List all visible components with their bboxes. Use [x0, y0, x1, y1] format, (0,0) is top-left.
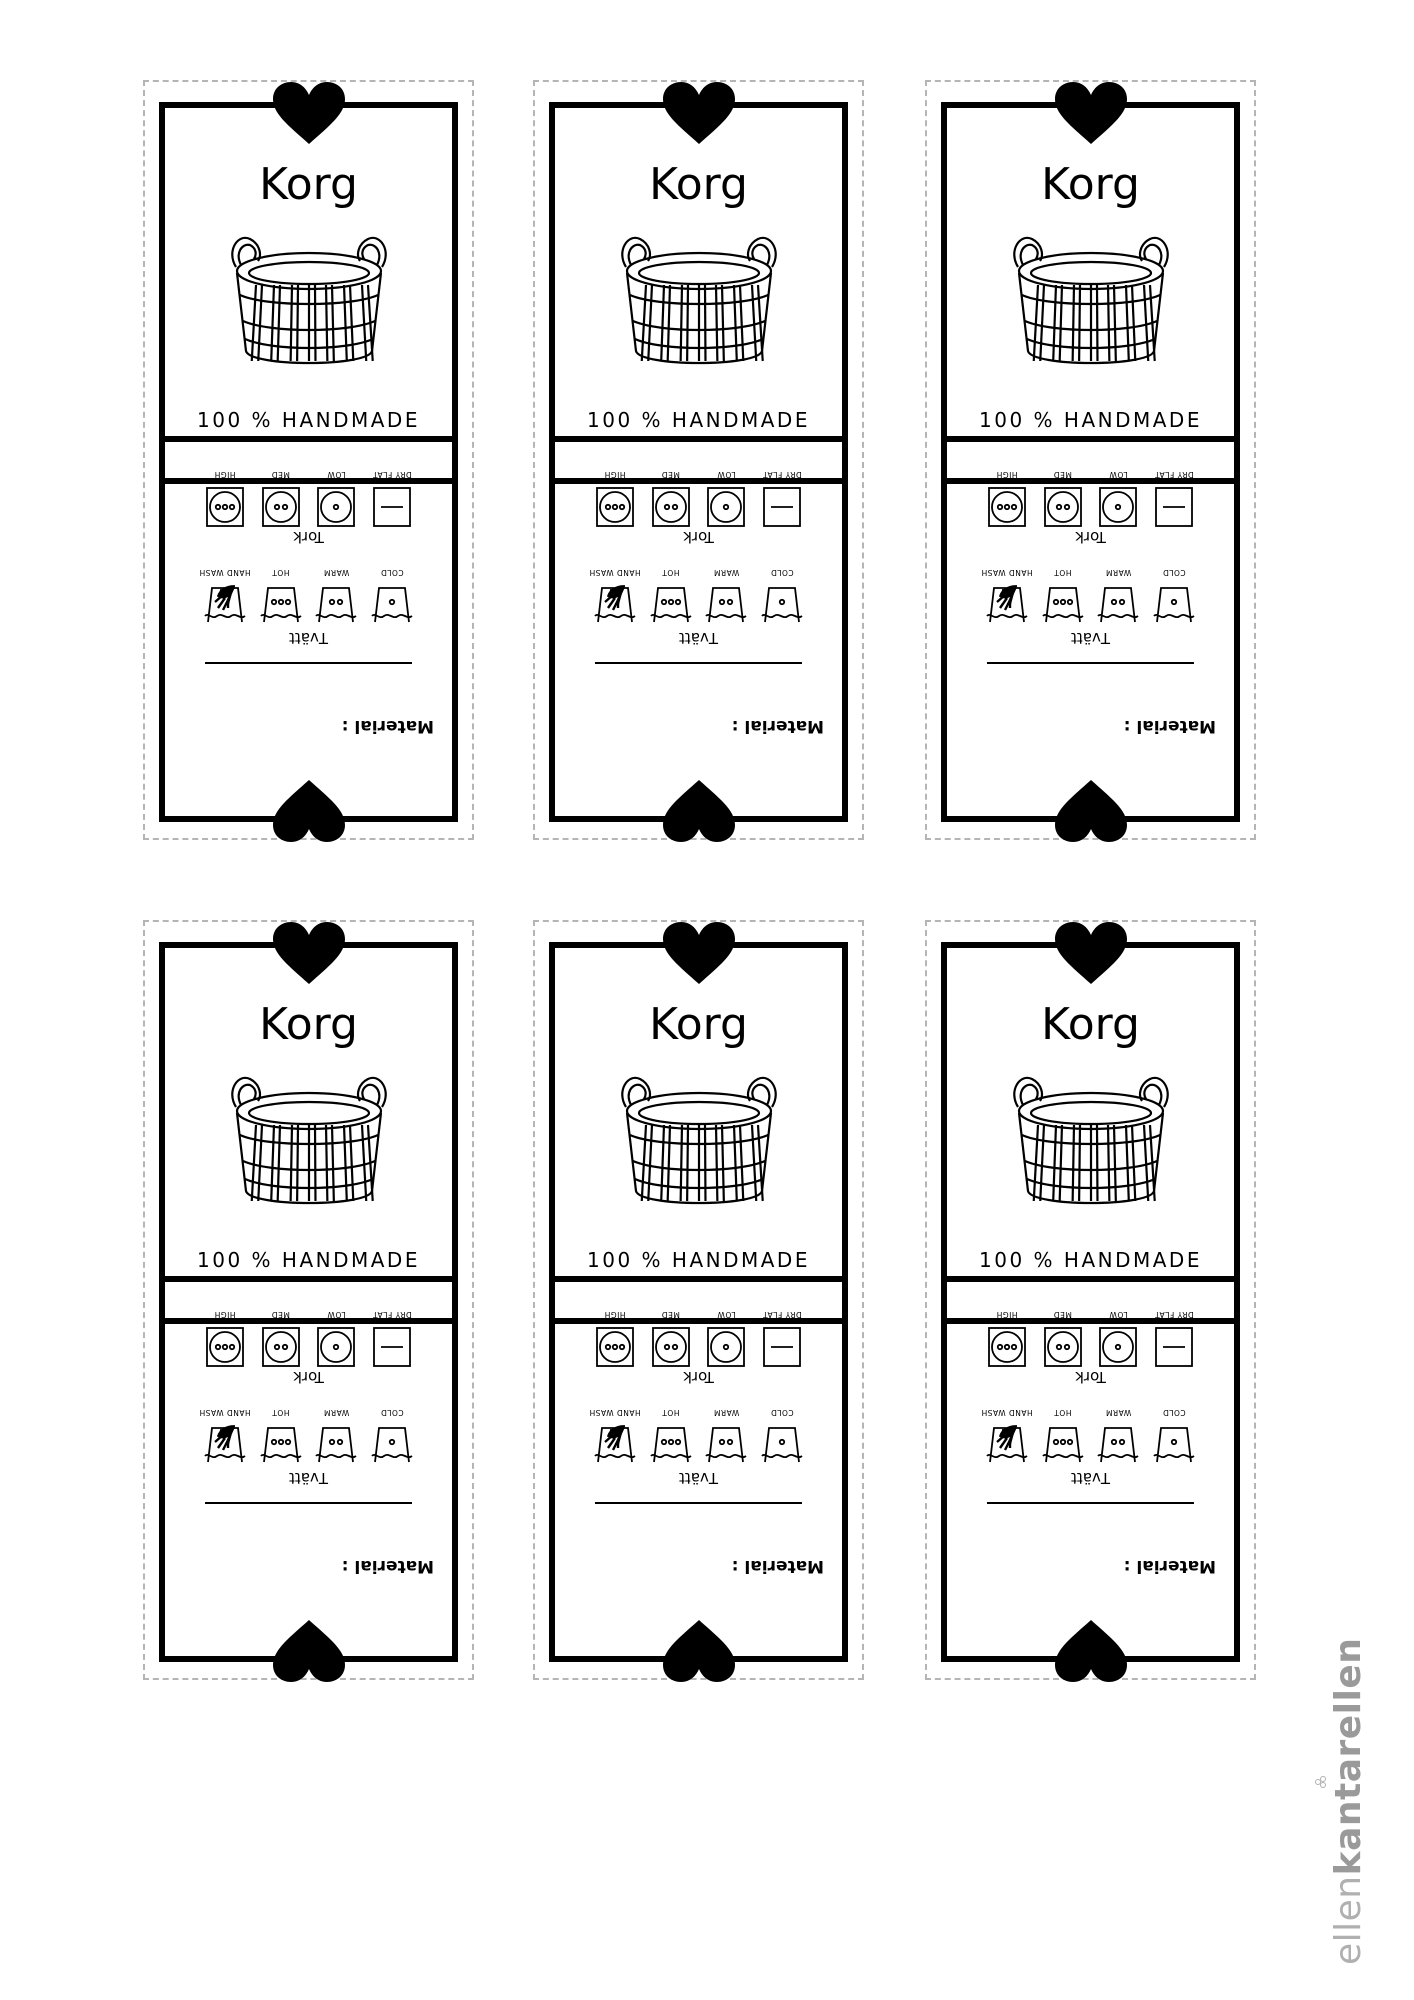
material-label: Material :: [341, 716, 434, 736]
dry-symbol: [253, 1310, 309, 1368]
tumble-dry-med-icon: [1040, 1322, 1086, 1368]
wash-symbol-caption: COLD: [380, 568, 404, 577]
dry-flat-icon: [759, 1322, 805, 1368]
wash-symbol-caption: HAND WASH: [981, 1408, 1033, 1417]
wash-hot-icon: [1040, 1420, 1086, 1466]
wash-symbol-caption: HOT: [661, 568, 680, 577]
care-instructions: [165, 470, 452, 744]
dry-symbol-row: [979, 470, 1202, 528]
dry-symbol: [1035, 470, 1091, 528]
heart-icon: [273, 778, 345, 842]
dry-heading: Tork: [683, 528, 714, 546]
material-write-line: [987, 662, 1194, 664]
wash-warm-icon: [703, 1420, 749, 1466]
material-label: Material :: [731, 716, 824, 736]
wash-symbol: [364, 568, 420, 626]
heart-icon: [1055, 922, 1127, 986]
dry-symbol: [253, 470, 309, 528]
wash-symbol: [979, 568, 1035, 626]
tumble-dry-high-icon: [202, 1322, 248, 1368]
hand-wash-icon: [202, 580, 248, 626]
tumble-dry-high-icon: [202, 482, 248, 528]
wash-symbol: [754, 1408, 810, 1466]
dry-symbol: [699, 470, 755, 528]
material-write-line: [987, 1502, 1194, 1504]
wash-symbol-caption: WARM: [323, 568, 350, 577]
wash-cold-icon: [369, 580, 415, 626]
wash-cold-icon: [759, 580, 805, 626]
wash-symbol-row: [197, 1408, 420, 1466]
tumble-dry-med-icon: [258, 482, 304, 528]
tumble-dry-med-icon: [648, 1322, 694, 1368]
heart-icon: [1055, 82, 1127, 146]
material-write-line: [205, 1502, 412, 1504]
dry-flat-icon: [1151, 1322, 1197, 1368]
heart-icon: [663, 82, 735, 146]
tumble-dry-high-icon: [592, 482, 638, 528]
dry-flat-icon: [1151, 482, 1197, 528]
dry-symbol-caption: MED: [271, 470, 290, 479]
cut-guide: [925, 920, 1256, 1680]
material-write-line: [595, 1502, 802, 1504]
wash-symbol-caption: HAND WASH: [981, 568, 1033, 577]
tumble-dry-low-icon: [1095, 1322, 1141, 1368]
tumble-dry-med-icon: [1040, 482, 1086, 528]
wash-symbol-caption: HAND WASH: [199, 568, 251, 577]
dry-symbol-caption: LOW: [1109, 1310, 1128, 1319]
dry-flat-icon: [759, 482, 805, 528]
wash-warm-icon: [313, 580, 359, 626]
wash-symbol: [1146, 1408, 1202, 1466]
wash-symbol: [1091, 1408, 1147, 1466]
wash-heading: Tvätt: [1071, 1469, 1110, 1487]
wash-symbol: [699, 568, 755, 626]
dry-symbol-row: [587, 1310, 810, 1368]
dry-symbol-caption: HIGH: [214, 1310, 236, 1319]
hand-wash-icon: [592, 580, 638, 626]
hand-wash-icon: [592, 1420, 638, 1466]
tumble-dry-low-icon: [703, 482, 749, 528]
dry-symbol-row: [587, 470, 810, 528]
dry-symbol-caption: DRY FLAT: [762, 470, 802, 479]
dry-symbol-caption: DRY FLAT: [1154, 470, 1194, 479]
label-title: Korg: [259, 999, 358, 1050]
wash-symbol-row: [587, 1408, 810, 1466]
dry-symbol-caption: MED: [1053, 470, 1072, 479]
hand-wash-icon: [202, 1420, 248, 1466]
wash-hot-icon: [648, 580, 694, 626]
wash-symbol: [643, 1408, 699, 1466]
dry-symbol-caption: DRY FLAT: [1154, 1310, 1194, 1319]
wash-heading: Tvätt: [1071, 629, 1110, 647]
dry-symbol: [643, 1310, 699, 1368]
wash-symbol-caption: HOT: [1053, 1408, 1072, 1417]
cut-guide: [925, 80, 1256, 840]
wash-symbol-row: [979, 568, 1202, 626]
dry-symbol-caption: LOW: [717, 470, 736, 479]
dry-symbol-caption: HIGH: [214, 470, 236, 479]
tumble-dry-med-icon: [648, 482, 694, 528]
dry-symbol-caption: MED: [661, 470, 680, 479]
wash-symbol-row: [197, 568, 420, 626]
dry-symbol-caption: MED: [271, 1310, 290, 1319]
brand-part-1: ellen: [1328, 1875, 1369, 1965]
dry-heading: Tork: [293, 1368, 324, 1386]
dry-symbol: [309, 1310, 365, 1368]
dry-heading: Tork: [1075, 1368, 1106, 1386]
dry-symbol-caption: LOW: [327, 470, 346, 479]
wash-symbol-caption: WARM: [713, 1408, 740, 1417]
dry-symbol-caption: HIGH: [996, 470, 1018, 479]
dry-symbol: [979, 470, 1035, 528]
wash-symbol-caption: HOT: [1053, 568, 1072, 577]
handmade-tagline: 100 % HANDMADE: [197, 1248, 420, 1272]
label-title: Korg: [1041, 159, 1140, 210]
dry-symbol: [364, 470, 420, 528]
handmade-tagline: 100 % HANDMADE: [197, 408, 420, 432]
care-label: [549, 102, 848, 822]
wash-symbol-caption: COLD: [1162, 568, 1186, 577]
dry-symbol-caption: HIGH: [604, 470, 626, 479]
dry-heading: Tork: [293, 528, 324, 546]
wash-symbol-caption: WARM: [323, 1408, 350, 1417]
brand-part-2: kantarellen: [1328, 1637, 1369, 1876]
tumble-dry-low-icon: [1095, 482, 1141, 528]
cut-guide: [143, 80, 474, 840]
hand-wash-icon: [984, 1420, 1030, 1466]
wash-symbol-caption: HAND WASH: [589, 568, 641, 577]
material-label: Material :: [341, 1556, 434, 1576]
handmade-tagline: 100 % HANDMADE: [587, 1248, 810, 1272]
wash-symbol: [1091, 568, 1147, 626]
wash-symbol-row: [979, 1408, 1202, 1466]
heart-icon: [663, 1618, 735, 1682]
material-label: Material :: [731, 1556, 824, 1576]
dry-symbol-caption: MED: [1053, 1310, 1072, 1319]
tumble-dry-med-icon: [258, 1322, 304, 1368]
wash-symbol: [587, 1408, 643, 1466]
dry-heading: Tork: [683, 1368, 714, 1386]
wash-heading: Tvätt: [679, 1469, 718, 1487]
dry-symbol-row: [197, 1310, 420, 1368]
dry-symbol-caption: LOW: [717, 1310, 736, 1319]
wash-symbol-caption: COLD: [770, 568, 794, 577]
wash-hot-icon: [1040, 580, 1086, 626]
wash-symbol-caption: WARM: [713, 568, 740, 577]
label-title: Korg: [259, 159, 358, 210]
care-instructions: [165, 1310, 452, 1584]
wash-symbol: [309, 1408, 365, 1466]
dry-flat-icon: [369, 1322, 415, 1368]
material-label: Material :: [1123, 1556, 1216, 1576]
wash-heading: Tvätt: [289, 629, 328, 647]
material-write-line: [595, 662, 802, 664]
heart-icon: [273, 1618, 345, 1682]
dry-symbol: [754, 1310, 810, 1368]
dry-symbol-caption: MED: [661, 1310, 680, 1319]
wash-warm-icon: [1095, 1420, 1141, 1466]
dry-symbol-caption: LOW: [1109, 470, 1128, 479]
wash-symbol: [587, 568, 643, 626]
wash-symbol: [253, 1408, 309, 1466]
dry-symbol-row: [979, 1310, 1202, 1368]
tumble-dry-high-icon: [984, 1322, 1030, 1368]
wash-symbol-caption: HOT: [661, 1408, 680, 1417]
dry-symbol: [979, 1310, 1035, 1368]
dry-symbol: [364, 1310, 420, 1368]
care-instructions: [555, 1310, 842, 1584]
wash-symbol: [754, 568, 810, 626]
wash-cold-icon: [1151, 1420, 1197, 1466]
dry-symbol-caption: DRY FLAT: [762, 1310, 802, 1319]
label-title: Korg: [1041, 999, 1140, 1050]
wash-symbol: [197, 568, 253, 626]
wash-symbol: [979, 1408, 1035, 1466]
dry-symbol: [197, 470, 253, 528]
cut-guide: [533, 80, 864, 840]
handmade-tagline: 100 % HANDMADE: [979, 1248, 1202, 1272]
wash-symbol-caption: WARM: [1105, 1408, 1132, 1417]
dry-symbol: [643, 470, 699, 528]
tumble-dry-low-icon: [313, 1322, 359, 1368]
heart-icon: [273, 922, 345, 986]
dry-heading: Tork: [1075, 528, 1106, 546]
wash-cold-icon: [369, 1420, 415, 1466]
wash-symbol: [309, 568, 365, 626]
wash-symbol-caption: COLD: [1162, 1408, 1186, 1417]
wash-symbol-row: [587, 568, 810, 626]
dry-symbol: [587, 1310, 643, 1368]
dry-symbol: [754, 470, 810, 528]
wash-warm-icon: [703, 580, 749, 626]
basket-icon: [616, 233, 782, 375]
basket-icon: [1008, 233, 1174, 375]
dry-symbol-caption: HIGH: [604, 1310, 626, 1319]
dry-symbol: [1146, 470, 1202, 528]
brand-watermark: [1328, 1637, 1369, 1965]
dry-symbol: [699, 1310, 755, 1368]
wash-symbol-caption: HOT: [271, 568, 290, 577]
handmade-tagline: 100 % HANDMADE: [587, 408, 810, 432]
dry-symbol-caption: DRY FLAT: [372, 470, 412, 479]
dry-symbol: [1091, 470, 1147, 528]
heart-icon: [663, 922, 735, 986]
dry-symbol: [1091, 1310, 1147, 1368]
flower-icon: [1314, 1775, 1328, 1789]
care-label: [549, 942, 848, 1662]
wash-symbol-caption: HAND WASH: [199, 1408, 251, 1417]
dry-symbol: [309, 470, 365, 528]
wash-heading: Tvätt: [679, 629, 718, 647]
wash-symbol: [253, 568, 309, 626]
basket-icon: [226, 1073, 392, 1215]
care-instructions: [947, 470, 1234, 744]
dry-symbol-caption: HIGH: [996, 1310, 1018, 1319]
dry-symbol: [587, 470, 643, 528]
wash-symbol: [1035, 1408, 1091, 1466]
tumble-dry-low-icon: [313, 482, 359, 528]
material-label: Material :: [1123, 716, 1216, 736]
care-label: [941, 942, 1240, 1662]
dry-symbol: [1146, 1310, 1202, 1368]
wash-symbol-caption: WARM: [1105, 568, 1132, 577]
wash-symbol: [699, 1408, 755, 1466]
cut-guide: [533, 920, 864, 1680]
care-label: [941, 102, 1240, 822]
hand-wash-icon: [984, 580, 1030, 626]
wash-hot-icon: [258, 580, 304, 626]
basket-icon: [616, 1073, 782, 1215]
label-title: Korg: [649, 999, 748, 1050]
wash-symbol-caption: COLD: [770, 1408, 794, 1417]
tumble-dry-high-icon: [984, 482, 1030, 528]
care-label: [159, 102, 458, 822]
dry-symbol-caption: DRY FLAT: [372, 1310, 412, 1319]
care-label: [159, 942, 458, 1662]
wash-symbol-caption: HAND WASH: [589, 1408, 641, 1417]
dry-symbol-caption: LOW: [327, 1310, 346, 1319]
wash-cold-icon: [1151, 580, 1197, 626]
tumble-dry-high-icon: [592, 1322, 638, 1368]
label-title: Korg: [649, 159, 748, 210]
cut-guide: [143, 920, 474, 1680]
heart-icon: [273, 82, 345, 146]
heart-icon: [1055, 1618, 1127, 1682]
dry-flat-icon: [369, 482, 415, 528]
wash-symbol: [1146, 568, 1202, 626]
dry-symbol-row: [197, 470, 420, 528]
basket-icon: [1008, 1073, 1174, 1215]
care-instructions: [947, 1310, 1234, 1584]
wash-symbol: [643, 568, 699, 626]
wash-symbol-caption: HOT: [271, 1408, 290, 1417]
wash-hot-icon: [648, 1420, 694, 1466]
wash-symbol-caption: COLD: [380, 1408, 404, 1417]
dry-symbol: [1035, 1310, 1091, 1368]
basket-icon: [226, 233, 392, 375]
wash-cold-icon: [759, 1420, 805, 1466]
tumble-dry-low-icon: [703, 1322, 749, 1368]
material-write-line: [205, 662, 412, 664]
dry-symbol: [197, 1310, 253, 1368]
wash-symbol: [1035, 568, 1091, 626]
heart-icon: [1055, 778, 1127, 842]
wash-symbol: [364, 1408, 420, 1466]
care-instructions: [555, 470, 842, 744]
wash-warm-icon: [1095, 580, 1141, 626]
handmade-tagline: 100 % HANDMADE: [979, 408, 1202, 432]
wash-heading: Tvätt: [289, 1469, 328, 1487]
wash-hot-icon: [258, 1420, 304, 1466]
wash-symbol: [197, 1408, 253, 1466]
heart-icon: [663, 778, 735, 842]
wash-warm-icon: [313, 1420, 359, 1466]
